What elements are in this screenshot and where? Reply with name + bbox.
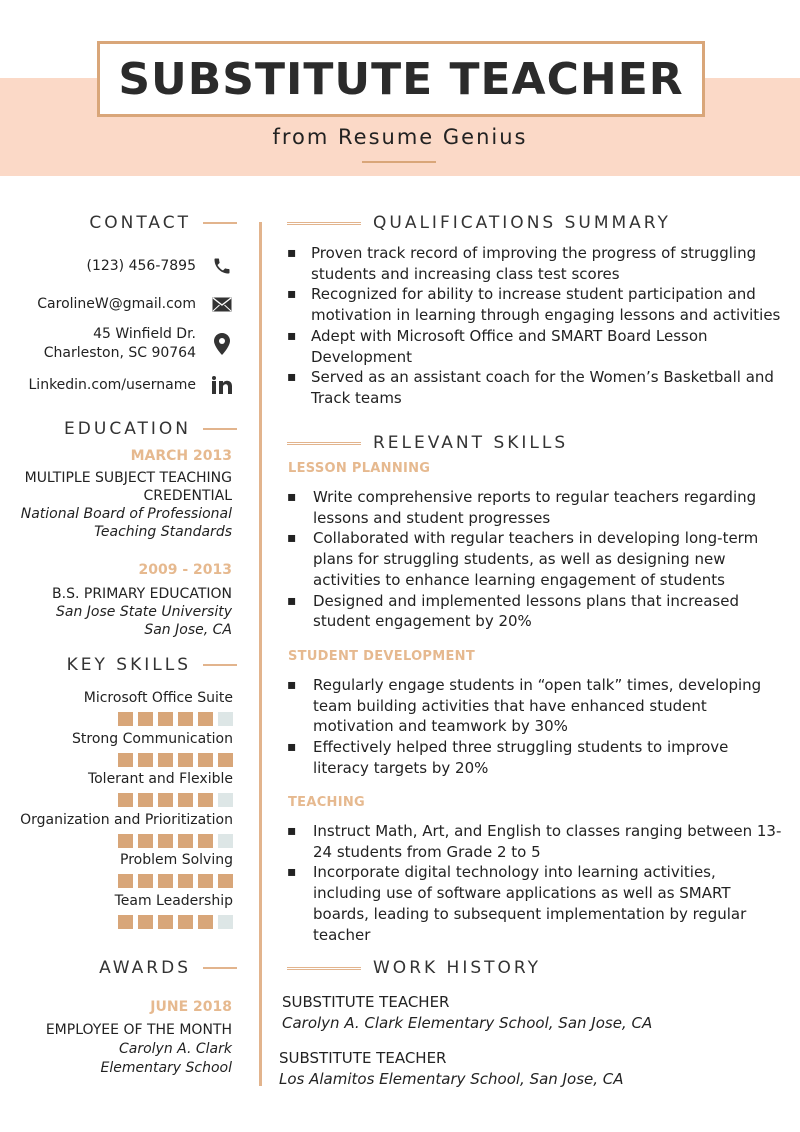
skill-level-filled — [138, 753, 153, 767]
education-heading-text: EDUCATION — [64, 419, 191, 439]
qualifications-list — [287, 243, 782, 409]
skill-level-filled — [138, 793, 153, 807]
skill-level-filled — [138, 712, 153, 726]
education-org: San Jose, CA — [144, 622, 232, 638]
education-org: San Jose State University — [56, 604, 232, 620]
heading-rule — [203, 664, 237, 666]
list-item: ▪ Collaborated with regular teachers in developing long-term plans for struggling students, as well as designing new activities to enhance learning engagement of students — [287, 528, 782, 590]
heading-rule — [287, 222, 361, 225]
education-org: National Board of Professional — [20, 506, 232, 522]
skill-level-filled — [178, 874, 193, 888]
skill-level-meter — [118, 834, 233, 848]
key-skills-heading — [67, 655, 237, 675]
job-entry — [279, 1048, 624, 1090]
job-employer: Los Alamitos Elementary School, San Jose, CA — [279, 1070, 624, 1088]
education-entry — [21, 447, 232, 541]
list-item: ▪ Recognized for ability to increase student participation and motivation in learning through engaging lessons and activities — [287, 284, 782, 325]
education-org: Teaching Standards — [94, 524, 232, 540]
skill-level-filled — [158, 834, 173, 848]
heading-rule — [287, 967, 361, 970]
phone-text: (123) 456-7895 — [86, 257, 196, 274]
skill-group-title: LESSON PLANNING — [288, 461, 431, 476]
map-pin-icon — [210, 333, 234, 355]
skill-label: Problem Solving — [120, 852, 233, 868]
qualifications-heading-text: QUALIFICATIONS SUMMARY — [373, 213, 671, 233]
contact-linkedin — [29, 374, 235, 396]
skill-level-filled — [158, 753, 173, 767]
awards-heading-text: AWARDS — [99, 958, 191, 978]
list-item: ▪ Served as an assistant coach for the Women’s Basketball and Track teams — [287, 367, 782, 408]
skill-level-filled — [198, 874, 213, 888]
skill-level-filled — [198, 834, 213, 848]
skill-level-filled — [118, 915, 133, 929]
education-title: CREDENTIAL — [143, 488, 232, 504]
award-org: Carolyn A. Clark — [118, 1041, 232, 1057]
heading-rule — [203, 222, 237, 224]
skill-level-meter — [118, 753, 233, 767]
skill-level-meter — [118, 915, 233, 929]
relevant-skills-heading — [287, 433, 568, 453]
list-item: ▪ Adept with Microsoft Office and SMART Board Lesson Development — [287, 326, 782, 367]
skill-level-filled — [198, 793, 213, 807]
skill-level-empty — [218, 834, 233, 848]
award-title: EMPLOYEE OF THE MONTH — [45, 1022, 232, 1038]
qualifications-heading — [287, 213, 671, 233]
resume-subtitle: from Resume Genius — [272, 125, 528, 149]
list-item: ▪ Instruct Math, Art, and English to classes ranging between 13-24 students from Grade 2 to 5 — [287, 821, 782, 862]
contact-address — [44, 325, 234, 363]
list-item: ▪ Incorporate digital technology into learning activities, including use of software applications as well as SMART boards, leading to subsequent implementation by regular teacher — [287, 862, 782, 945]
skill-level-empty — [218, 793, 233, 807]
skill-level-filled — [198, 712, 213, 726]
linkedin-icon — [210, 374, 234, 396]
award-org: Elementary School — [100, 1060, 232, 1076]
awards-heading — [99, 958, 237, 978]
heading-rule — [287, 442, 361, 445]
skill-level-filled — [118, 753, 133, 767]
linkedin-text: Linkedin.com/username — [28, 376, 196, 393]
key-skills-heading-text: KEY SKILLS — [66, 655, 191, 675]
job-title: SUBSTITUTE TEACHER — [279, 1049, 447, 1067]
list-item: ▪ Proven track record of improving the progress of struggling students and increasing class test scores — [287, 243, 782, 284]
skill-level-filled — [218, 753, 233, 767]
skill-level-empty — [218, 712, 233, 726]
heading-rule — [203, 428, 237, 430]
skill-group-list — [287, 487, 782, 632]
column-divider — [259, 222, 262, 1086]
list-item: ▪ Effectively helped three struggling students to improve literacy targets by 20% — [287, 737, 782, 778]
relevant-skills-heading-text: RELEVANT SKILLS — [373, 433, 569, 453]
work-history-heading-text: WORK HISTORY — [373, 958, 542, 978]
skill-level-filled — [178, 793, 193, 807]
job-entry — [282, 992, 652, 1034]
skill-level-empty — [218, 915, 233, 929]
education-entry — [52, 561, 232, 639]
skill-level-filled — [178, 834, 193, 848]
skill-group-list — [287, 821, 782, 945]
list-item: ▪ Write comprehensive reports to regular teachers regarding lessons and student progresses — [287, 487, 782, 528]
skill-level-filled — [158, 915, 173, 929]
contact-email — [37, 293, 234, 315]
address-line2: Charleston, SC 90764 — [43, 345, 196, 361]
envelope-icon — [210, 293, 234, 315]
skill-level-meter — [118, 874, 233, 888]
skill-level-filled — [138, 834, 153, 848]
skill-level-filled — [118, 834, 133, 848]
education-date: 2009 - 2013 — [138, 562, 232, 578]
heading-rule — [203, 967, 237, 969]
skill-level-filled — [178, 915, 193, 929]
contact-phone — [87, 255, 235, 277]
skill-level-filled — [118, 712, 133, 726]
skill-group-list — [287, 675, 782, 779]
skill-label: Strong Communication — [72, 731, 233, 747]
award-entry — [46, 998, 232, 1078]
skill-level-filled — [178, 712, 193, 726]
skill-level-meter — [118, 793, 233, 807]
title-box — [97, 41, 705, 117]
skill-level-filled — [198, 753, 213, 767]
education-date: MARCH 2013 — [130, 448, 232, 464]
contact-heading-text: CONTACT — [89, 213, 191, 233]
skill-label: Organization and Prioritization — [20, 812, 233, 828]
work-history-heading — [287, 958, 541, 978]
skill-level-filled — [138, 874, 153, 888]
education-title: B.S. PRIMARY EDUCATION — [52, 586, 232, 602]
skill-level-filled — [138, 915, 153, 929]
skill-label: Team Leadership — [114, 893, 233, 909]
skill-level-filled — [158, 793, 173, 807]
subtitle-underline — [362, 161, 436, 163]
job-employer: Carolyn A. Clark Elementary School, San Jose, CA — [282, 1014, 653, 1032]
skill-label: Microsoft Office Suite — [83, 690, 233, 706]
skill-level-filled — [118, 874, 133, 888]
skill-level-filled — [178, 753, 193, 767]
skill-label: Tolerant and Flexible — [87, 771, 233, 787]
award-date: JUNE 2018 — [150, 999, 232, 1015]
list-item: ▪ Regularly engage students in “open talk” times, developing team building activities that have enhanced student motivation and teamwork by 30% — [287, 675, 782, 737]
skill-group-title: STUDENT DEVELOPMENT — [288, 649, 476, 664]
skill-level-filled — [198, 915, 213, 929]
skill-level-filled — [158, 874, 173, 888]
list-item: ▪ Designed and implemented lessons plans that increased student engagement by 20% — [287, 591, 782, 632]
skill-level-filled — [118, 793, 133, 807]
skill-level-filled — [218, 874, 233, 888]
education-title: MULTIPLE SUBJECT TEACHING — [24, 470, 232, 486]
skill-level-meter — [118, 712, 233, 726]
resume-title: SUBSTITUTE TEACHER — [118, 53, 684, 105]
skill-group-title: TEACHING — [288, 795, 366, 810]
address-line1: 45 Winfield Dr. — [93, 326, 196, 342]
phone-icon — [210, 255, 234, 277]
email-text: CarolineW@gmail.com — [37, 295, 196, 312]
contact-heading — [89, 213, 237, 233]
education-heading — [64, 419, 237, 439]
skill-level-filled — [158, 712, 173, 726]
job-title: SUBSTITUTE TEACHER — [282, 993, 450, 1011]
